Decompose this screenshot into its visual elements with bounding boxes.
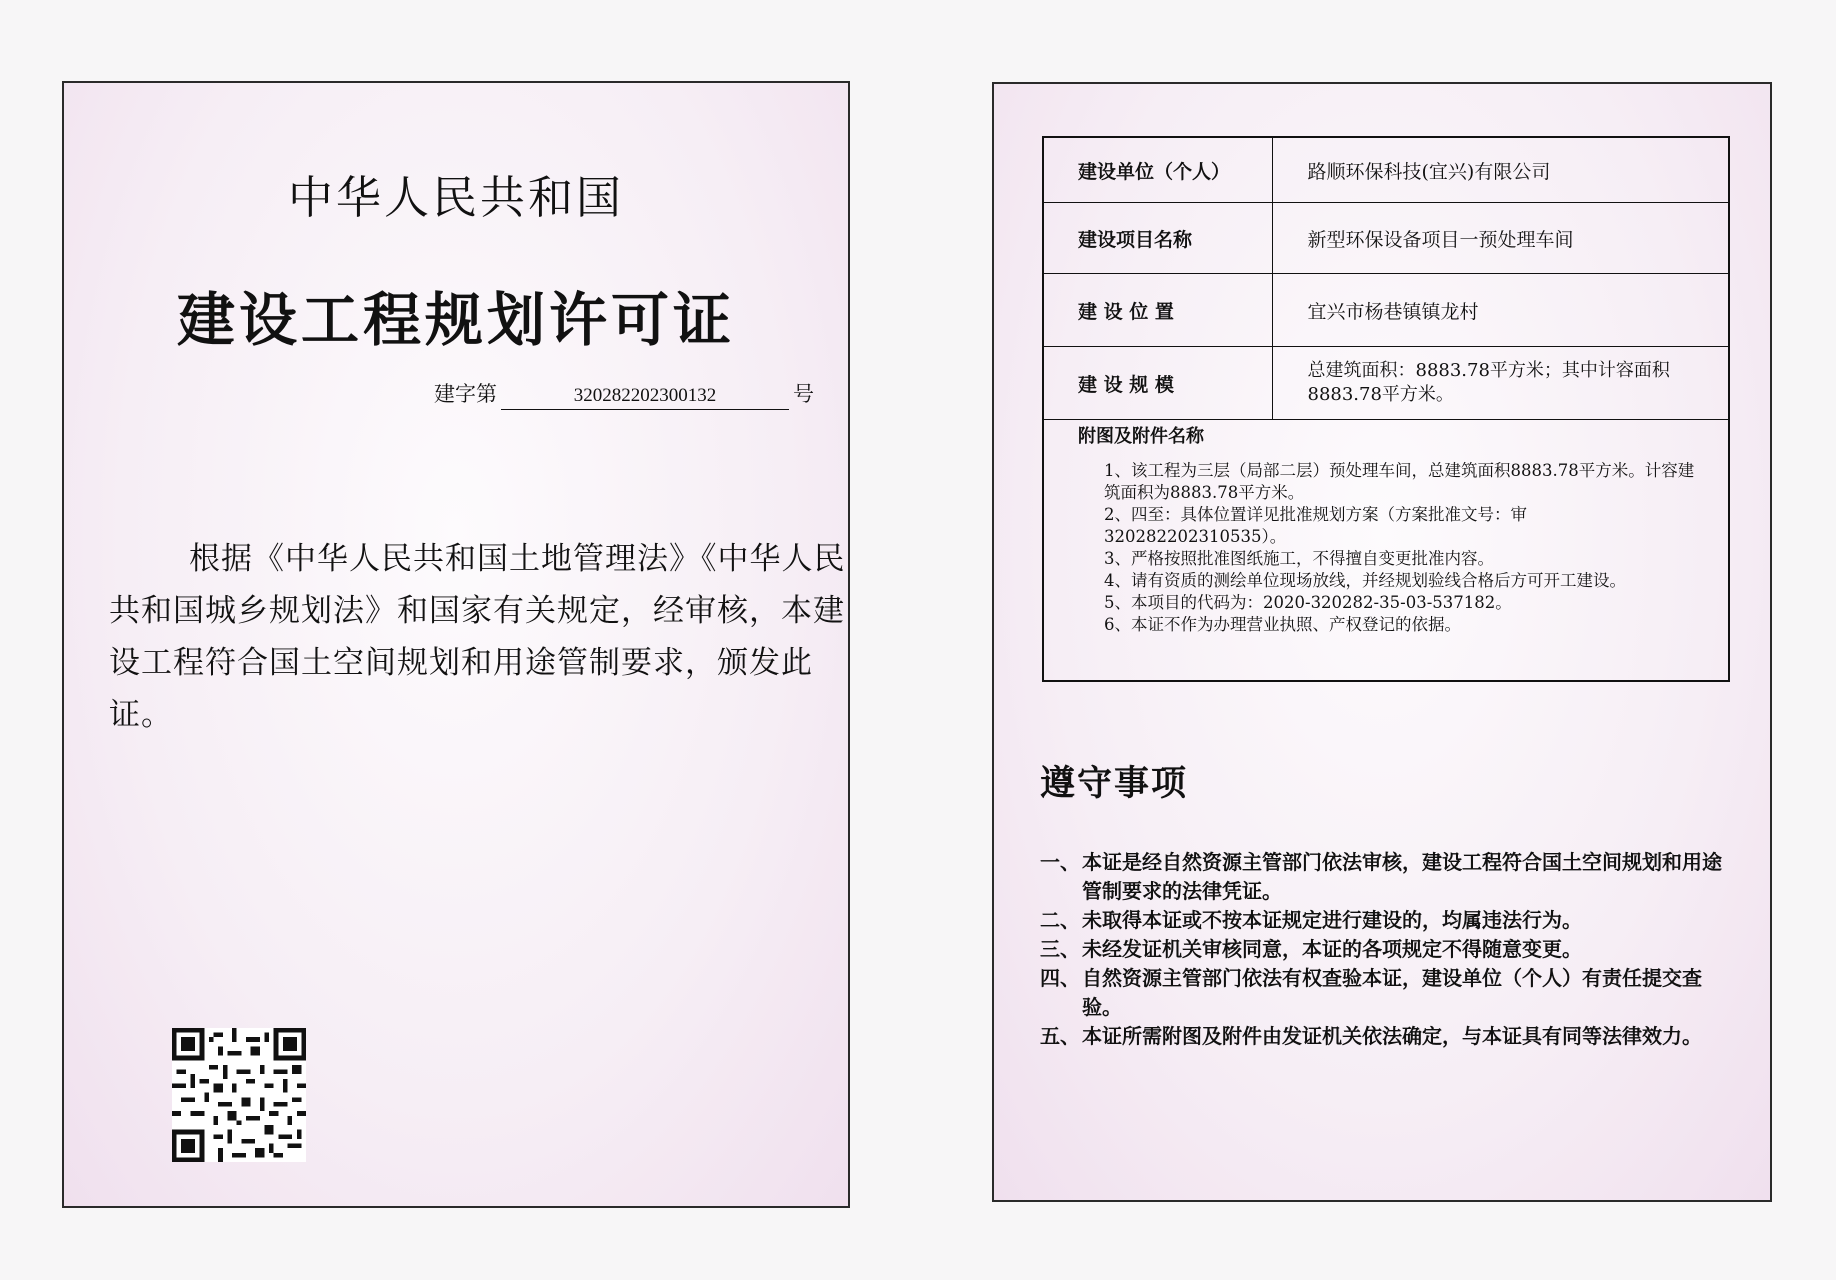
table-row: [1044, 203, 1728, 274]
obey-section-title: 遵守事项: [1040, 764, 1189, 804]
obey-rules-list: [1040, 848, 1730, 1051]
list-item: 3、严格按照批准图纸施工，不得擅自变更批准内容。: [1104, 549, 1494, 568]
list-item: 2、四至：具体位置详见批准规划方案（方案批准文号：审320282202310535）。: [1104, 505, 1527, 546]
list-item: 5、本项目的代码为：2020-320282-35-03-537182。: [1104, 593, 1512, 612]
attachments-list: [1104, 460, 1704, 636]
rule-number: 三、: [1040, 937, 1080, 961]
certificate-back-page: [992, 82, 1772, 1202]
row-label: 建 设 规 模: [1044, 347, 1272, 420]
rule-text: 自然资源主管部门依法有权查验本证，建设单位（个人）有责任提交查验。: [1082, 966, 1702, 1019]
rule-number: 四、: [1040, 966, 1080, 990]
table-row: [1044, 138, 1728, 203]
qr-code-icon: [172, 1028, 306, 1162]
country-name: 中华人民共和国: [287, 171, 624, 224]
list-item: 6、本证不作为办理营业执照、产权登记的依据。: [1104, 615, 1461, 634]
rule-text: 未经发证机关审核同意，本证的各项规定不得随意变更。: [1082, 937, 1582, 961]
table-row: [1044, 274, 1728, 347]
list-item: [1040, 906, 1730, 935]
table-row: [1044, 347, 1728, 420]
list-item: 4、请有资质的测绘单位现场放线，并经规划验线合格后方可开工建设。: [1104, 571, 1626, 590]
row-label: 建设单位（个人）: [1044, 138, 1272, 203]
project-info-table: [1044, 138, 1728, 420]
rule-text: 未取得本证或不按本证规定进行建设的，均属违法行为。: [1082, 908, 1582, 932]
rule-number: 五、: [1040, 1024, 1080, 1048]
license-suffix: 号: [793, 382, 814, 406]
rule-text: 本证是经自然资源主管部门依法审核，建设工程符合国土空间规划和用途管制要求的法律凭证。: [1082, 850, 1722, 903]
list-item: 1、该工程为三层（局部二层）预处理车间，总建筑面积8883.78平方米。计容建筑面积为8883.78平方米。: [1104, 461, 1695, 502]
rule-number: 二、: [1040, 908, 1080, 932]
certificate-front-page: [62, 81, 850, 1208]
license-prefix: 建字第: [434, 382, 497, 406]
license-number-line: [434, 378, 814, 410]
rule-number: 一、: [1040, 850, 1080, 874]
project-info-box: [1042, 136, 1730, 682]
row-value: 宜兴市杨巷镇镇龙村: [1272, 274, 1728, 347]
attachments-title: 附图及附件名称: [1078, 426, 1204, 447]
list-item: [1040, 848, 1730, 906]
license-number: 320282202300132: [501, 385, 789, 410]
row-value: 总建筑面积：8883.78平方米；其中计容面积8883.78平方米。: [1272, 347, 1728, 420]
row-value: 新型环保设备项目一预处理车间: [1272, 203, 1728, 274]
list-item: [1040, 935, 1730, 964]
row-label: 建 设 位 置: [1044, 274, 1272, 347]
rule-text: 本证所需附图及附件由发证机关依法确定，与本证具有同等法律效力。: [1082, 1024, 1702, 1048]
list-item: [1040, 1022, 1730, 1051]
issuance-statement: 根据《中华人民共和国土地管理法》《中华人民共和国城乡规划法》和国家有关规定，经审核，本建设工程符合国土空间规划和用途管制要求，颁发此证。: [109, 541, 846, 733]
row-label: 建设项目名称: [1044, 203, 1272, 274]
row-value: 路顺环保科技(宜兴)有限公司: [1272, 138, 1728, 203]
certificate-title: 建设工程规划许可证: [176, 286, 735, 354]
list-item: [1040, 964, 1730, 1022]
